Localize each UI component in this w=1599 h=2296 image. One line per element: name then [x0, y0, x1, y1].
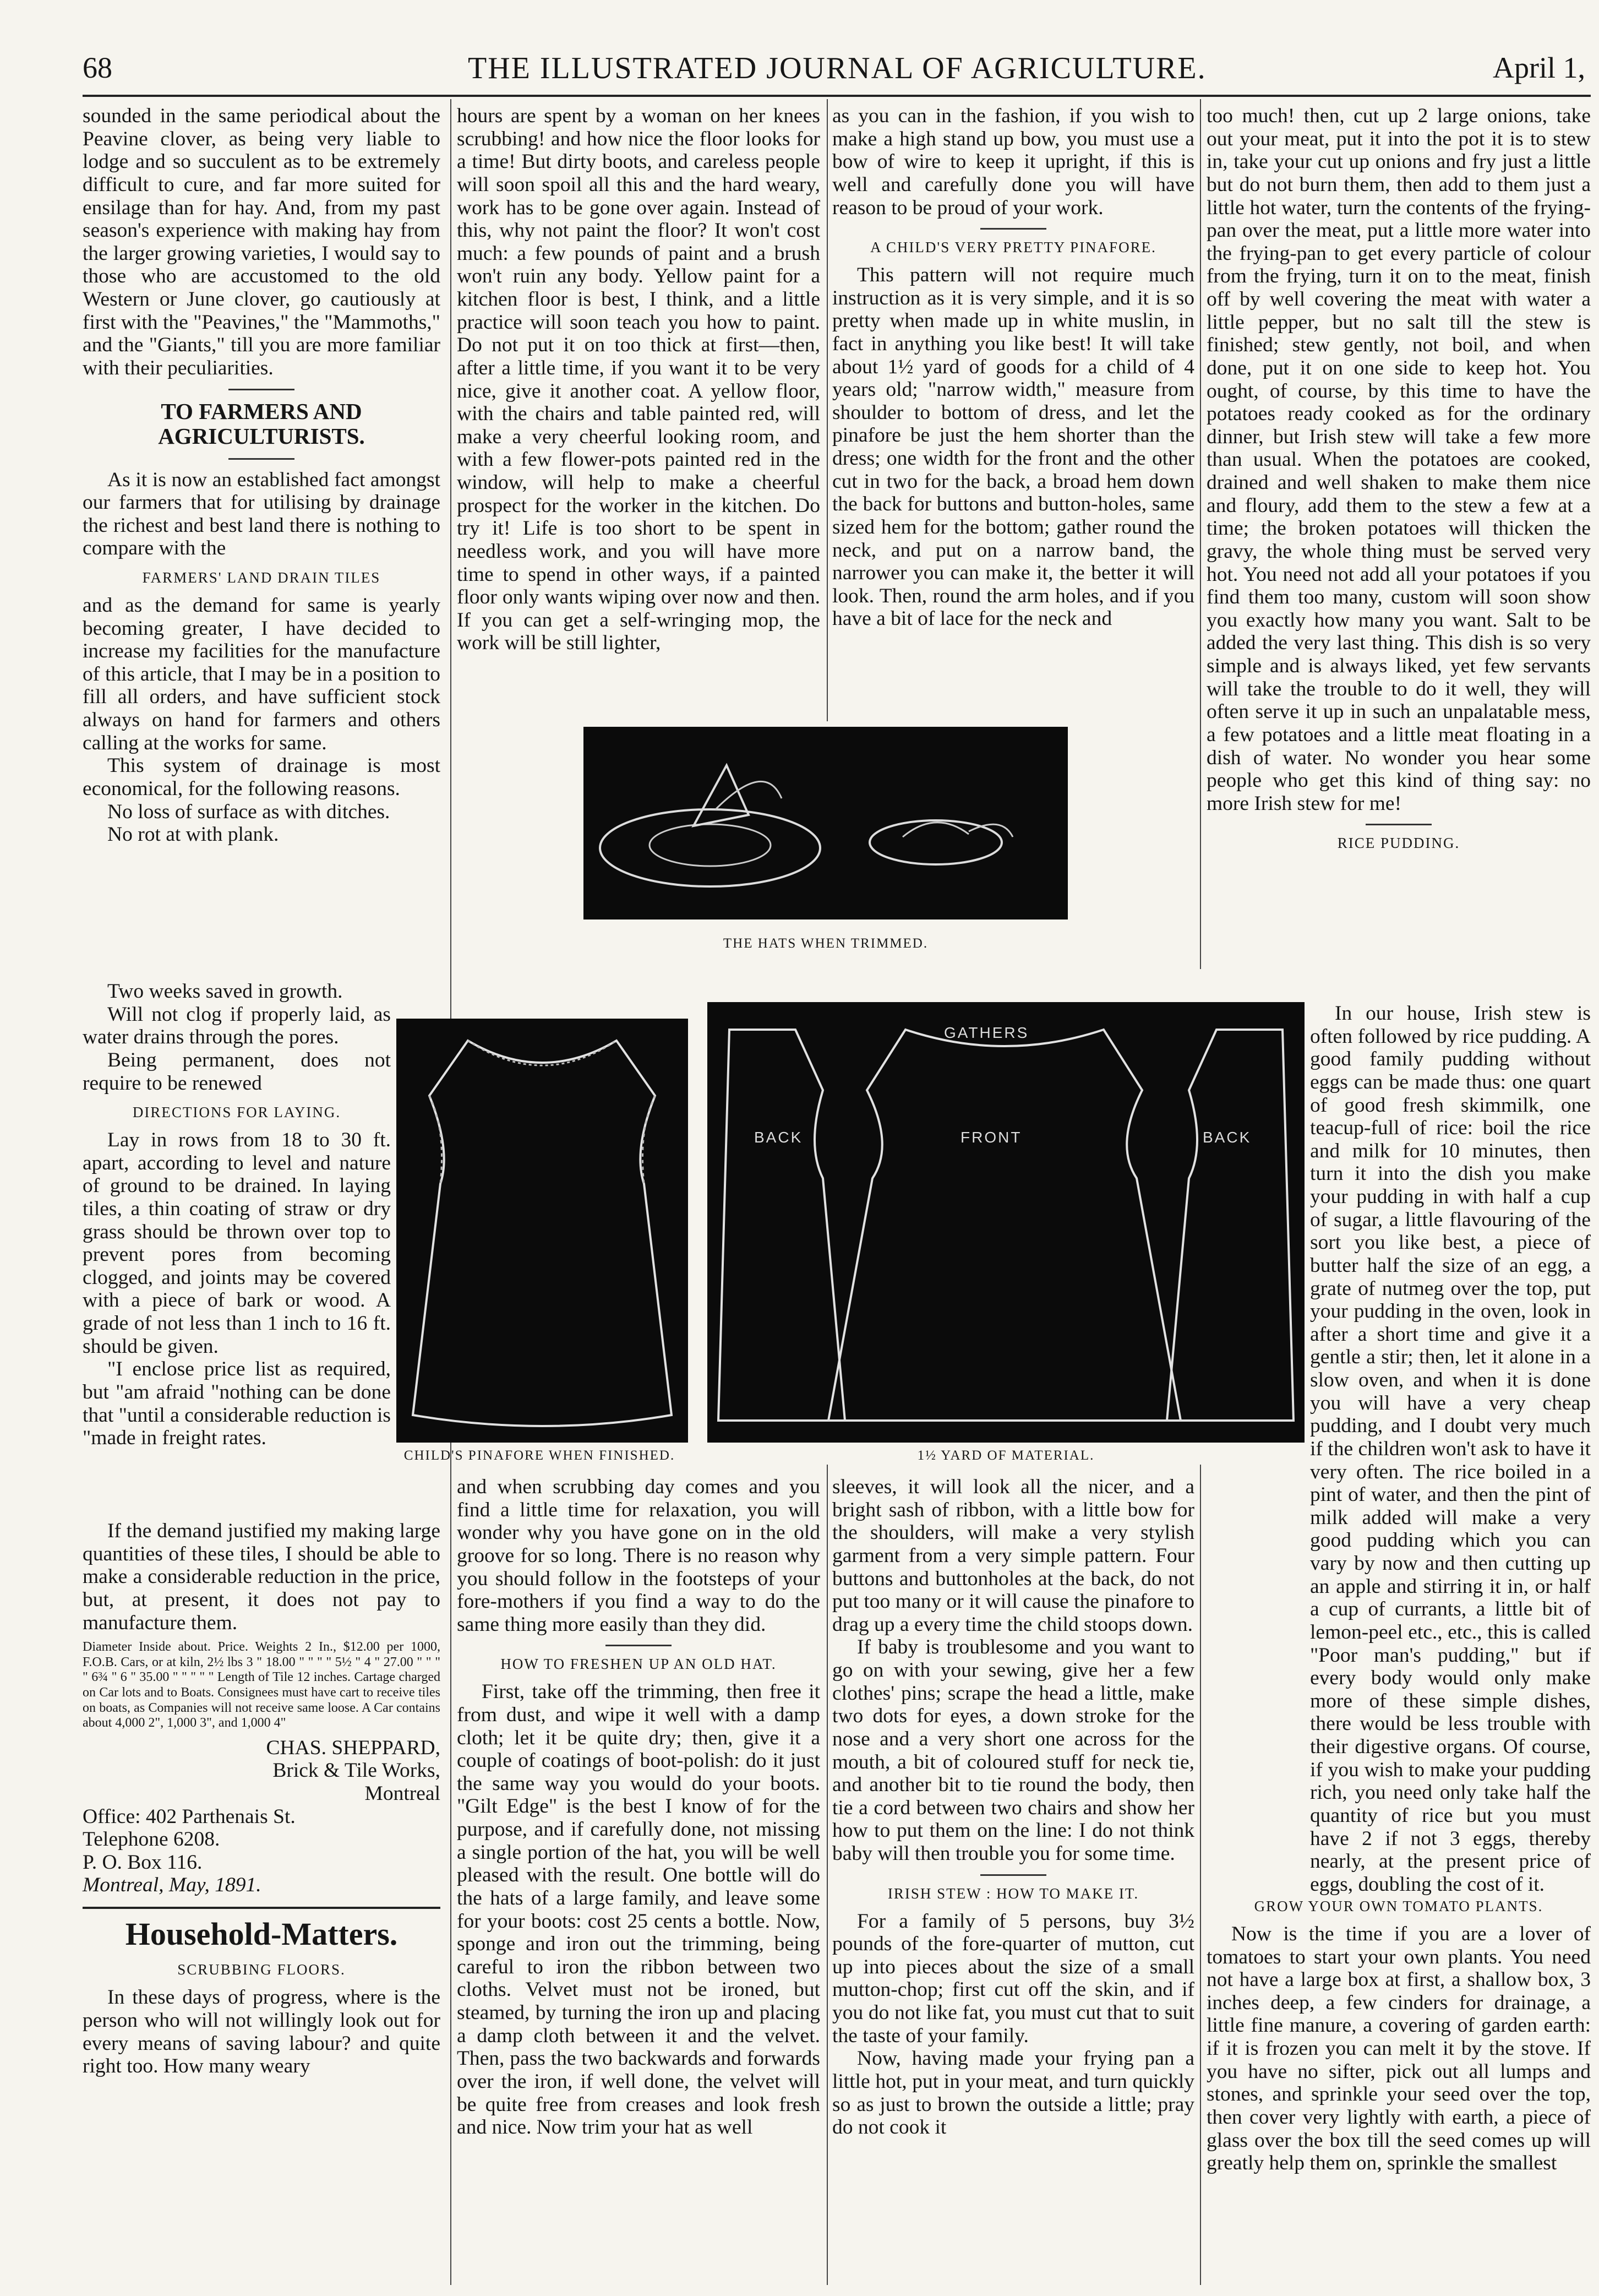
price-table: Diameter Inside about. Price. Weights 2 In., $12.00 per 1000, F.O.B. Cars, or at kiln, 2½ lbs 3 " 18.00 " " " " 5½ " 4 " 27.00 " " " " 6¾ " 6 " 35.00 " " " " " Length of Tile 12 inches. Cartage charged on Car lots and to Boats. Consignees must have cart to receive tiles on boats, as Companies will not receive same loose. A Car contains about 4,000 2", 1,000 3", and 1,000 4" — [83, 1640, 440, 1731]
pinafore-drawing — [396, 1019, 688, 1443]
heading-old-hat: HOW TO FRESHEN UP AN OLD HAT. — [500, 1656, 777, 1673]
pinafore-illustration — [396, 1019, 688, 1443]
column-2-top — [457, 105, 820, 655]
pattern-drawing — [707, 1002, 1305, 1443]
page-number: 68 — [83, 51, 112, 84]
po-box: P. O. Box 116. — [83, 1851, 203, 1874]
divider — [980, 1874, 1046, 1876]
reason-5: Being permanent, does not require to be renewed — [83, 1048, 391, 1095]
column-3-top — [832, 105, 1194, 630]
hats-caption: THE HATS WHEN TRIMMED. — [723, 936, 929, 951]
signature-city: Montreal — [364, 1782, 440, 1805]
column-1-beside-pinafore — [83, 980, 391, 1450]
column-rule — [827, 1465, 828, 2285]
divider — [228, 389, 294, 390]
paragraph: Lay in rows from 18 to 30 ft. apart, according to level and nature of ground to be drained. In laying tiles, a thin coating of straw or dry grass should be thrown over top to prevent pores from becoming clogged, and joints may be covered with a piece of bark or wood. A grade of not less than 1 inch to 16 ft. should be given. — [83, 1129, 391, 1358]
paragraph: In our house, Irish stew is often followed by rice pudding. A good family pudding without eggs can be made thus: one quart of good fresh skimmilk, one teacup-full of rice: boil the rice and milk for 10 minutes, then turn it into the dish you make your pudding in with half a cup of sugar, a little flavouring of the sort you like best, a piece of butter half the size of an egg, a grate of nutmeg over the top, put your pudding in the oven, look in after a short time and give it a gentle a stir; then, let it alone in a slow oven, and when it is done you will have a very cheap pudding, and I doubt very much if the children won't ask to have it very often. The rice boiled in a pint of water, and then the pint of milk added will make a very good pudding which you can vary by now and then cutting up an apple and stirring it in, or half a cup of currants, a little bit of lemon-peel etc., etc., this is called "Poor man's pudding," but if every body would only make more of these simple dishes, there would be less trouble with their digestive organs. Of course, if you wish to make your pudding rich, you need only take half the quantity of rice but you must have 2 if not 3 eggs, thereby nearly, at the present price of eggs, doubling the cost of it. — [1310, 1002, 1591, 1896]
column-3-bottom — [832, 1476, 1194, 2139]
column-rule — [827, 99, 828, 721]
reason-4: Will not clog if properly laid, as water drains through the pores. — [83, 1003, 391, 1049]
office-address: Office: 402 Parthenais St. — [83, 1805, 296, 1828]
heading-drain-tiles: FARMERS' LAND DRAIN TILES — [142, 569, 381, 586]
label-front: FRONT — [961, 1129, 1022, 1146]
heading-tomato: GROW YOUR OWN TOMATO PLANTS. — [1254, 1898, 1543, 1914]
heading-scrubbing: SCRUBBING FLOORS. — [177, 1961, 346, 1978]
heading-farmers: TO FARMERS AND AGRICULTURISTS. — [158, 398, 365, 449]
column-4-top — [1207, 105, 1591, 859]
telephone: Telephone 6208. — [83, 1828, 220, 1851]
heading-rice-pudding: RICE PUDDING. — [1337, 835, 1460, 852]
paragraph: sounded in the same periodical about the Peavine clover, as being very liable to lodge and so succulent as to be extremely difficult to cure, and far more suited for ensilage than for hay. And, from my past season's experience with making hay from the larger growing varieties, I would say to those who are accustomed to the old Western or June clover, go cautiously at first with the "Peavines," the "Mammoths," and the "Giants," till you are more familiar with their peculiarities. — [83, 105, 440, 379]
column-rule — [1200, 1465, 1201, 2285]
label-back-right: BACK — [1203, 1129, 1252, 1146]
signature-name: CHAS. SHEPPARD, — [266, 1736, 440, 1759]
dateline: Montreal, May, 1891. — [83, 1874, 261, 1897]
paragraph: sleeves, it will look all the nicer, and a bright sash of ribbon, with a little bow for the shoulders, will make a very stylish garment from a very simple pattern. Four buttons and buttonholes at the back, do not put too many or it will cause the pinafore to drag up a every time the child stoops down. — [832, 1476, 1194, 1636]
hats-drawing — [583, 727, 1068, 920]
column-1-bottom — [83, 1520, 440, 2078]
paragraph: This pattern will not require much instruction as it is very simple, and it is so pretty when made up in white muslin, in fact in anything you like best! It will take about 1½ yard of goods for a child of 4 years old; "narrow width," measure from shoulder to bottom of dress, and let the pinafore be just the hem shorter than the dress; one width for the front and the other cut in two for the back, a broad hem down the back for buttons and button-holes, same sized hem for the bottom; gather round the neck, and put on a narrow band, the narrower you can make it, the better it will look. Then, round the arm holes, and if you have a bit of lace for the neck and — [832, 264, 1194, 630]
pattern-illustration — [707, 1002, 1305, 1443]
paragraph: Now, having made your frying pan a little hot, put in your meat, and turn quickly so as just to brown the outside a little; pray do not cook it — [832, 2047, 1194, 2139]
paragraph: For a family of 5 persons, buy 3½ pounds of the fore-quarter of mutton, cut up into pieces about the size of a small mutton-chop; first cut off the skin, and if you do not like fat, you must cut that to suit the taste of your family. — [832, 1909, 1194, 2047]
reason-3: Two weeks saved in growth. — [107, 980, 343, 1003]
paragraph: First, take off the trimming, then free it from dust, and wipe it well with a damp cloth; let it be quite dry; then, give it a couple of coatings of boot-polish: do it just the same way you would do your boots. "Gilt Edge" is the best I know of for the purpose, and if carefully done, not missing a single portion of the hat, you will be well pleased with the result. One bottle will do the hats of a large family, and leave some for your boots: cost 25 cents a bottle. Now, sponge and iron out the trimming, being careful to iron the ribbon between two cloths. Velvet must not be ironed, but steamed, by turning the iron up and placing a damp cloth between it and the velvet. Then, pass the two backwards and forwards over the iron, if well done, the velvet will be quite free from creases and look fresh and nice. Now trim your hat as well — [457, 1680, 820, 2139]
paragraph: This system of drainage is most economical, for the following reasons. — [83, 754, 440, 800]
paragraph: too much! then, cut up 2 large onions, take out your meat, put it into the pot it is to stew in, take your cut up onions and fry just a little but do not burn them, then add to them just a little hot water, turn the contents of the frying-pan over the meat, put a little more water into the frying-pan to get every particle of colour from the frying, turn it on to the meat, finish off by well covering the meat with water a little pepper, but no salt till the stew is finished; stew gently, not boil, and when done, put it on one side to keep hot. You ought, of course, by this time to have the potatoes ready cooked as for the ordinary dinner, but Irish stew will take a few more than usual. When the potatoes are cooked, drained and well shaken to make them nice and floury, add them to the stew a few at a time; the broken potatoes will thicken the gravy, the whole thing must be served very hot. You need not add all your potatoes if you find them too many, custom will soon show you exactly how many you want. Salt to be added the very last thing. This dish is so very simple and is always liked, yet few servants will take the trouble to do it well, they will often serve it up in such an unpalatable mess, a few potatoes and a little meat floating in a dish of water. No wonder you hear some people who get this kind of thing say: no more Irish stew for me! — [1207, 105, 1591, 815]
paragraph: As it is now an established fact amongst our farmers that for utilising by drainage the richest and best land there is nothing to compare with the — [83, 468, 440, 560]
journal-title: THE ILLUSTRATED JOURNAL OF AGRICULTURE. — [468, 51, 1207, 85]
heading-irish-stew: IRISH STEW : HOW TO MAKE IT. — [887, 1885, 1139, 1902]
page-header — [83, 51, 1591, 97]
divider — [980, 228, 1046, 230]
paragraph: "I enclose price list as required, but "am afraid "nothing can be done that "until a considerable reduction is "made in freight rates. — [83, 1358, 391, 1450]
issue-date: April 1, — [1493, 51, 1585, 84]
label-back-left: BACK — [754, 1129, 803, 1146]
column-rule — [450, 1465, 451, 2285]
heading-household-matters: Household-Matters. — [83, 1907, 440, 1952]
heading-pinafore: A CHILD'S VERY PRETTY PINAFORE. — [870, 239, 1156, 256]
paragraph: and when scrubbing day comes and you find a little time for relaxation, you will wonder why you have gone on in the old groove for so long. There is no reason why you should follow in the footsteps of your fore-mothers if you find a way to do the same thing more easily than they did. — [457, 1476, 820, 1636]
label-gathers: GATHERS — [944, 1024, 1029, 1041]
paragraph: as you can in the fashion, if you wish to make a high stand up bow, you must use a bow of wire to keep it upright, if this is well and carefully done you will have reason to be proud of your work. — [832, 105, 1194, 219]
column-2-bottom — [457, 1476, 820, 2139]
column-4-beside-pattern — [1310, 1002, 1591, 1896]
column-1-top — [83, 105, 440, 846]
hats-illustration — [583, 727, 1068, 920]
paragraph: If baby is troublesome and you want to go on with your sewing, give her a few clothes' pins; scrape the head a little, make two dots for eyes, a down stroke for the nose and a very short one across for the mouth, a bit of coloured stuff for neck tie, and another bit to tie round the body, then tie a cord between two chairs and show her how to put them on the line: I do not think baby will then trouble you for some time. — [832, 1636, 1194, 1865]
column-rule — [1200, 99, 1201, 969]
column-4-bottom — [1207, 1889, 1591, 2175]
reason-2: No rot at with plank. — [107, 823, 279, 846]
pattern-caption: 1½ YARD OF MATERIAL. — [917, 1448, 1095, 1463]
paragraph: In these days of progress, where is the person who will not willingly look out for every means of saving labour? and quite right too. How many weary — [83, 1986, 440, 2078]
divider — [1366, 824, 1432, 825]
divider — [228, 458, 294, 460]
reason-1: No loss of surface as with ditches. — [107, 800, 390, 823]
heading-laying: DIRECTIONS FOR LAYING. — [132, 1104, 341, 1121]
paragraph: and as the demand for same is yearly becoming greater, I have decided to increase my facilities for the manufacture of this article, that I may be in a position to fill all orders, and have sufficient stock always on hand for farmers and others calling at the works for same. — [83, 594, 440, 754]
signature-works: Brick & Tile Works, — [272, 1759, 440, 1782]
divider — [605, 1645, 672, 1646]
pinafore-caption: CHILD'S PINAFORE WHEN FINISHED. — [403, 1448, 675, 1463]
paragraph: Now is the time if you are a lover of tomatoes to start your own plants. You need not have a large box at first, a shallow box, 3 inches deep, a few cinders for drainage, a little fine manure, a covering of garden earth: if it is frozen you can melt it by the stove. If you have no sifter, pick out all lumps and stones, and sprinkle your seed over the top, then cover very lightly with earth, a piece of glass over the box till the seed comes up will greatly help them on, sprinkle the smallest — [1207, 1922, 1591, 2175]
paragraph: hours are spent by a woman on her knees scrubbing! and how nice the floor looks for a time! But dirty boots, and careless people will soon spoil all this and the hard weary, work has to be gone over again. Instead of this, why not paint the floor? It won't cost much: a few pounds of paint and a brush won't ruin any body. Yellow paint for a kitchen floor is best, I think, and a little practice will soon teach you how to paint. Do not put it on too thick at first—then, after a little time, if you want it to be very nice, give it another coat. A yellow floor, with the chairs and table painted red, will make a very cheerful looking room, and with a few flower-pots painted red in the window, will help to make a cheerful prospect for the worker in the kitchen. Do try it! Life is too short to be spent in needless work, and you will have more time to spend in other ways, if a painted floor only wants wiping over now and then. If you can get a self-wringing mop, the work will be still lighter, — [457, 105, 820, 655]
paragraph: If the demand justified my making large quantities of these tiles, I should be able to make a considerable reduction in the price, but, at present, it does not pay to manufacture them. — [83, 1520, 440, 1634]
